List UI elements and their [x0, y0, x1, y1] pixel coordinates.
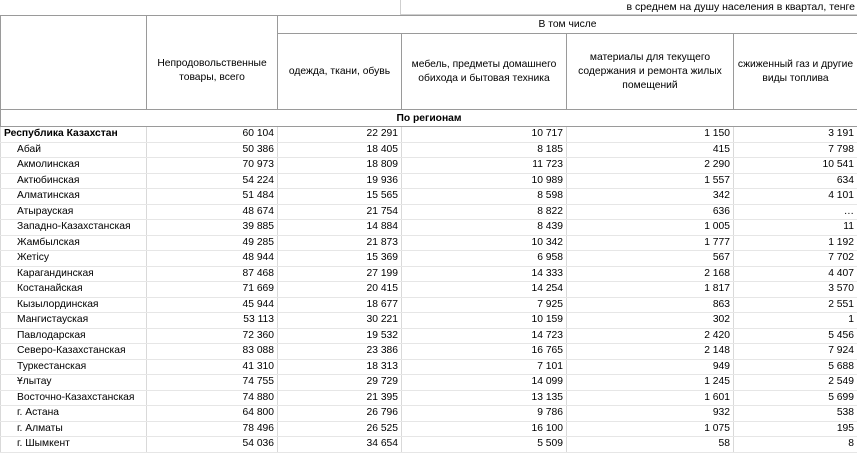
repair-materials-cell[interactable]: 302 [567, 313, 734, 329]
clothing-cell[interactable]: 18 677 [278, 297, 402, 313]
nonfood-total-cell[interactable]: 70 973 [147, 158, 278, 174]
repair-materials-cell[interactable]: 58 [567, 437, 734, 453]
table-row [1, 390, 857, 406]
repair-materials-cell[interactable]: 1 777 [567, 235, 734, 251]
repair-materials-cell[interactable]: 1 601 [567, 390, 734, 406]
table-row [1, 313, 857, 329]
clothing-cell[interactable]: 34 654 [278, 437, 402, 453]
nonfood-total-cell[interactable]: 74 755 [147, 375, 278, 391]
table-row [1, 328, 857, 344]
nonfood-total-cell[interactable]: 71 669 [147, 282, 278, 298]
furniture-cell[interactable]: 6 958 [402, 251, 567, 267]
clothing-cell[interactable]: 30 221 [278, 313, 402, 329]
furniture-cell[interactable]: 10 717 [402, 127, 567, 143]
nonfood-total-cell[interactable]: 51 484 [147, 189, 278, 205]
region-name-cell[interactable]: Жетісу [1, 251, 147, 267]
furniture-cell[interactable]: 14 333 [402, 266, 567, 282]
section-label[interactable]: По регионам [1, 110, 857, 127]
region-name-cell[interactable]: г. Шымкент [1, 437, 147, 453]
region-name-cell[interactable]: Республика Казахстан [1, 127, 147, 143]
unit-note: в среднем на душу населения в квартал, тенге [400, 0, 857, 15]
table-row [1, 158, 857, 174]
region-name-cell[interactable]: Северо-Казахстанская [1, 344, 147, 360]
clothing-cell[interactable]: 15 369 [278, 251, 402, 267]
region-name-cell[interactable]: г. Алматы [1, 421, 147, 437]
region-name-cell[interactable]: Карагандинская [1, 266, 147, 282]
furniture-cell[interactable]: 8 439 [402, 220, 567, 236]
nonfood-total-cell[interactable]: 60 104 [147, 127, 278, 143]
nonfood-total-cell[interactable]: 64 800 [147, 406, 278, 422]
furniture-cell[interactable]: 7 925 [402, 297, 567, 313]
table-row [1, 127, 857, 143]
table-row [1, 297, 857, 313]
nonfood-total-cell[interactable]: 87 468 [147, 266, 278, 282]
clothing-cell[interactable]: 26 796 [278, 406, 402, 422]
group-header[interactable]: В том числе [278, 16, 857, 34]
table-row [1, 282, 857, 298]
region-name-cell[interactable]: Алматинская [1, 189, 147, 205]
clothing-cell[interactable]: 23 386 [278, 344, 402, 360]
repair-materials-cell[interactable]: 567 [567, 251, 734, 267]
clothing-cell[interactable]: 18 405 [278, 142, 402, 158]
repair-materials-cell[interactable]: 932 [567, 406, 734, 422]
nonfood-total-cell[interactable]: 78 496 [147, 421, 278, 437]
nonfood-total-cell[interactable]: 45 944 [147, 297, 278, 313]
fuel-cell[interactable]: 5 699 [734, 390, 857, 406]
clothing-cell[interactable]: 19 532 [278, 328, 402, 344]
table-row [1, 251, 857, 267]
region-header-cell[interactable] [1, 16, 147, 34]
table-row [1, 235, 857, 251]
clothing-cell[interactable]: 26 525 [278, 421, 402, 437]
nonfood-total-cell[interactable]: 50 386 [147, 142, 278, 158]
furniture-cell[interactable]: 8 822 [402, 204, 567, 220]
table-row [1, 266, 857, 282]
repair-materials-cell[interactable]: 1 075 [567, 421, 734, 437]
repair-materials-cell[interactable]: 2 168 [567, 266, 734, 282]
region-name-cell[interactable]: Туркестанская [1, 359, 147, 375]
furniture-cell[interactable]: 8 598 [402, 189, 567, 205]
region-name-cell[interactable]: Атырауская [1, 204, 147, 220]
repair-materials-cell[interactable]: 1 817 [567, 282, 734, 298]
region-name-cell[interactable]: Павлодарская [1, 328, 147, 344]
fuel-cell[interactable]: 538 [734, 406, 857, 422]
region-name-cell[interactable]: Восточно-Казахстанская [1, 390, 147, 406]
fuel-cell[interactable]: 11 [734, 220, 857, 236]
furniture-cell[interactable]: 14 254 [402, 282, 567, 298]
nonfood-total-cell[interactable]: 48 674 [147, 204, 278, 220]
furniture-cell[interactable]: 10 159 [402, 313, 567, 329]
furniture-cell[interactable]: 11 723 [402, 158, 567, 174]
repair-materials-cell[interactable]: 415 [567, 142, 734, 158]
nonfood-total-cell[interactable]: 49 285 [147, 235, 278, 251]
region-name-cell[interactable]: Мангистауская [1, 313, 147, 329]
column-header-clothing[interactable]: одежда, ткани, обувь [278, 34, 402, 110]
repair-materials-cell[interactable]: 2 290 [567, 158, 734, 174]
furniture-cell[interactable]: 7 101 [402, 359, 567, 375]
table-row [1, 406, 857, 422]
nonfood-total-cell[interactable]: 54 224 [147, 173, 278, 189]
nonfood-total-cell[interactable]: 83 088 [147, 344, 278, 360]
expenditure-table [0, 15, 857, 453]
clothing-cell[interactable]: 22 291 [278, 127, 402, 143]
table-row [1, 359, 857, 375]
clothing-cell[interactable]: 21 395 [278, 390, 402, 406]
fuel-cell[interactable]: 1 [734, 313, 857, 329]
column-header-fuel[interactable]: сжиженный газ и другие виды топлива [734, 34, 857, 110]
repair-materials-cell[interactable]: 863 [567, 297, 734, 313]
clothing-cell[interactable]: 21 873 [278, 235, 402, 251]
table-row [1, 375, 857, 391]
table-row [1, 421, 857, 437]
fuel-cell[interactable]: 2 551 [734, 297, 857, 313]
table-row [1, 437, 857, 453]
column-header-furniture[interactable]: мебель, предметы домашнего обихода и бытовая техника [402, 34, 567, 110]
fuel-cell[interactable]: 5 456 [734, 328, 857, 344]
fuel-cell[interactable]: 10 541 [734, 158, 857, 174]
clothing-cell[interactable]: 14 884 [278, 220, 402, 236]
fuel-cell[interactable]: 634 [734, 173, 857, 189]
fuel-cell[interactable]: … [734, 204, 857, 220]
clothing-cell[interactable]: 18 313 [278, 359, 402, 375]
furniture-cell[interactable]: 14 099 [402, 375, 567, 391]
furniture-cell[interactable]: 10 342 [402, 235, 567, 251]
furniture-cell[interactable]: 16 100 [402, 421, 567, 437]
table-row [1, 204, 857, 220]
fuel-cell[interactable]: 3 570 [734, 282, 857, 298]
region-name-cell[interactable]: Западно-Казахстанская [1, 220, 147, 236]
table-row [1, 189, 857, 205]
clothing-cell[interactable]: 27 199 [278, 266, 402, 282]
region-name-cell[interactable]: г. Астана [1, 406, 147, 422]
clothing-cell[interactable]: 18 809 [278, 158, 402, 174]
table-row [1, 220, 857, 236]
column-header-nonfood-total[interactable]: Непродовольственные товары, всего [147, 34, 278, 110]
column-header-repair-materials[interactable]: материалы для текущего содержания и ремонта жилых помещений [567, 34, 734, 110]
furniture-cell[interactable]: 13 135 [402, 390, 567, 406]
fuel-cell[interactable]: 1 192 [734, 235, 857, 251]
nonfood-total-cell[interactable]: 39 885 [147, 220, 278, 236]
furniture-cell[interactable]: 8 185 [402, 142, 567, 158]
fuel-cell[interactable]: 5 688 [734, 359, 857, 375]
clothing-cell[interactable]: 21 754 [278, 204, 402, 220]
fuel-cell[interactable]: 8 [734, 437, 857, 453]
clothing-cell[interactable]: 20 415 [278, 282, 402, 298]
table-row [1, 173, 857, 189]
repair-materials-cell[interactable]: 1 557 [567, 173, 734, 189]
nonfood-total-cell[interactable]: 74 880 [147, 390, 278, 406]
repair-materials-cell[interactable]: 342 [567, 189, 734, 205]
fuel-cell[interactable]: 7 924 [734, 344, 857, 360]
furniture-cell[interactable]: 5 509 [402, 437, 567, 453]
region-name-cell[interactable]: Актюбинская [1, 173, 147, 189]
nonfood-total-cell[interactable]: 54 036 [147, 437, 278, 453]
repair-materials-cell[interactable]: 636 [567, 204, 734, 220]
repair-materials-cell[interactable]: 1 245 [567, 375, 734, 391]
region-name-cell[interactable]: Ұлытау [1, 375, 147, 391]
total-header-top-cell[interactable] [147, 16, 278, 34]
clothing-cell[interactable]: 29 729 [278, 375, 402, 391]
region-name-cell[interactable]: Акмолинская [1, 158, 147, 174]
region-name-cell[interactable]: Жамбылская [1, 235, 147, 251]
nonfood-total-cell[interactable]: 72 360 [147, 328, 278, 344]
column-header-region[interactable] [1, 34, 147, 110]
fuel-cell[interactable]: 7 702 [734, 251, 857, 267]
region-name-cell[interactable]: Абай [1, 142, 147, 158]
clothing-cell[interactable]: 19 936 [278, 173, 402, 189]
clothing-cell[interactable]: 15 565 [278, 189, 402, 205]
table-row [1, 344, 857, 360]
fuel-cell[interactable]: 2 549 [734, 375, 857, 391]
fuel-cell[interactable]: 3 191 [734, 127, 857, 143]
nonfood-total-cell[interactable]: 48 944 [147, 251, 278, 267]
repair-materials-cell[interactable]: 2 420 [567, 328, 734, 344]
table-row [1, 142, 857, 158]
nonfood-total-cell[interactable]: 41 310 [147, 359, 278, 375]
furniture-cell[interactable]: 14 723 [402, 328, 567, 344]
fuel-cell[interactable]: 4 101 [734, 189, 857, 205]
furniture-cell[interactable]: 16 765 [402, 344, 567, 360]
fuel-cell[interactable]: 4 407 [734, 266, 857, 282]
repair-materials-cell[interactable]: 1 005 [567, 220, 734, 236]
fuel-cell[interactable]: 195 [734, 421, 857, 437]
furniture-cell[interactable]: 9 786 [402, 406, 567, 422]
region-name-cell[interactable]: Кызылординская [1, 297, 147, 313]
nonfood-total-cell[interactable]: 53 113 [147, 313, 278, 329]
furniture-cell[interactable]: 10 989 [402, 173, 567, 189]
repair-materials-cell[interactable]: 2 148 [567, 344, 734, 360]
repair-materials-cell[interactable]: 1 150 [567, 127, 734, 143]
repair-materials-cell[interactable]: 949 [567, 359, 734, 375]
region-name-cell[interactable]: Костанайская [1, 282, 147, 298]
fuel-cell[interactable]: 7 798 [734, 142, 857, 158]
